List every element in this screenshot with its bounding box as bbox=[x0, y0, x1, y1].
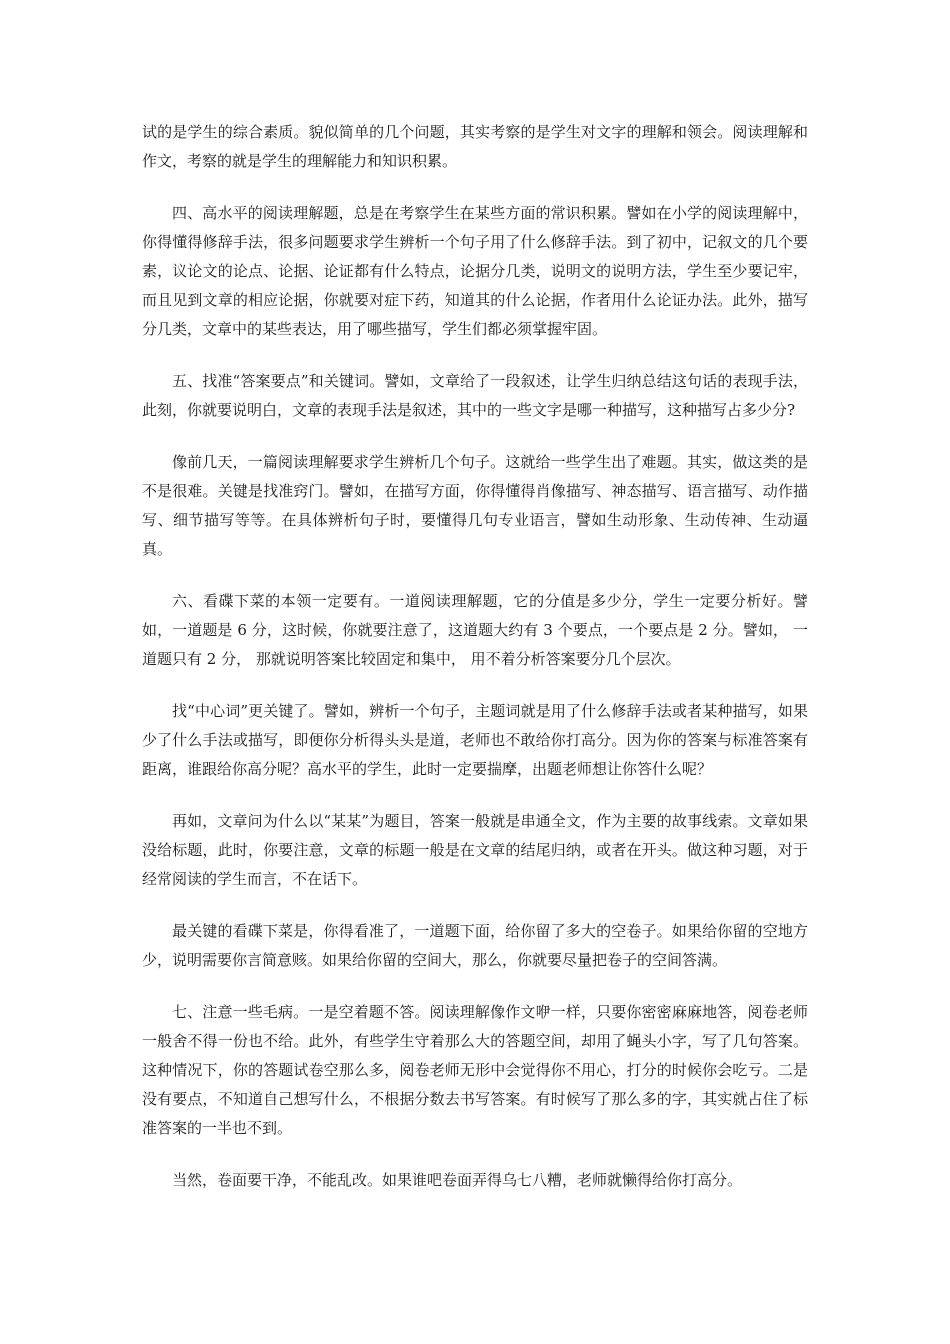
paragraph-9: 七、注意一些毛病。一是空着题不答。阅读理解像作文咿一样，只要你密密麻麻地答，阅卷老师一般舍不得一份也不给。此外，有些学生守着那么大的答题空间，却用了蝇头小字，写了几句答案。这种情况下，你的答题试卷空那么多，阅卷老师无形中会觉得你不用心，打分的时候你会吃亏。二是没有要点，不知道自己想写什么，不根据分数去书写答案。有时候写了那么多的字，其实就占住了标准答案的一半也不到。 bbox=[142, 1003, 808, 1137]
paragraph-4: 像前几天，一篇阅读理解要求学生辨析几个句子。这就给一些学生出了难题。其实，做这类的是不是很难。关键是找准窍门。譬如，在描写方面，你得懂得肖像描写、神态描写、语言描写、动作描写、细节描写等等。在具体辨析句子时，要懂得几句专业语言，譬如生动形象、生动传神、生动逼真。 bbox=[142, 453, 808, 558]
paragraph-7: 再如，文章问为什么以“某某”为题目，答案一般就是串通全文，作为主要的故事线索。文章如果没给标题，此时，你要注意，文章的标题一般是在文章的结尾归纳，或者在开头。做这种习题，对于经常阅读的学生而言，不在话下。 bbox=[142, 812, 808, 888]
paragraph-5: 六、看碟下菜的本领一定要有。一道阅读理解题，它的分值是多少分，学生一定要分析好。譬如，一道题是 6 分，这时候，你就要注意了，这道题大约有 3 个要点，一个要点是 2 分。譬如， 一道题只有 2 分， 那就说明答案比较固定和集中， 用不着分析答案要分几个层次。 bbox=[142, 592, 808, 668]
paragraph-8: 最关键的看碟下菜是，你得看准了，一道题下面，给你留了多大的空卷子。如果给你留的空地方少，说明需要你言简意赅。如果给你留的空间大，那么，你就要尽量把卷子的空间答满。 bbox=[142, 922, 808, 969]
paragraph-6: 找“中心词”更关键了。譬如，辨析一个句子，主题词就是用了什么修辞手法或者某种描写，如果少了什么手法或描写，即便你分析得头头是道，老师也不敢给你打高分。因为你的答案与标准答案有距离，谁跟给你高分呢？高水平的学生，此时一定要揣摩，出题老师想让你答什么呢？ bbox=[142, 702, 808, 778]
paragraph-10: 当然，卷面要干净，不能乱改。如果谁吧卷面弄得乌七八糟，老师就懒得给你打高分。 bbox=[172, 1171, 743, 1189]
paragraph-1: 试的是学生的综合素质。貌似简单的几个问题，其实考察的是学生对文字的理解和领会。阅读理解和作文，考察的就是学生的理解能力和知识积累。 bbox=[142, 123, 808, 170]
paragraph-2: 四、高水平的阅读理解题，总是在考察学生在某些方面的常识积累。譬如在小学的阅读理解中，你得懂得修辞手法，很多问题要求学生辨析一个句子用了什么修辞手法。到了初中，记叙文的几个要素，议论文的论点、论据、论证都有什么特点，论据分几类，说明文的说明方法，学生至少要记牢，而且见到文章的相应论据，你就要对症下药，知道其的什么论据，作者用什么论证办法。此外，描写分几类，文章中的某些表达，用了哪些描写，学生们都必须掌握牢固。 bbox=[142, 204, 808, 338]
document-page bbox=[142, 118, 808, 1218]
paragraph-3: 五、找准“答案要点”和关键词。譬如，文章给了一段叙述，让学生归纳总结这句话的表现手法，此刻，你就要说明白，文章的表现手法是叙述，其中的一些文字是哪一种描写，这种描写占多少分? bbox=[142, 372, 808, 419]
